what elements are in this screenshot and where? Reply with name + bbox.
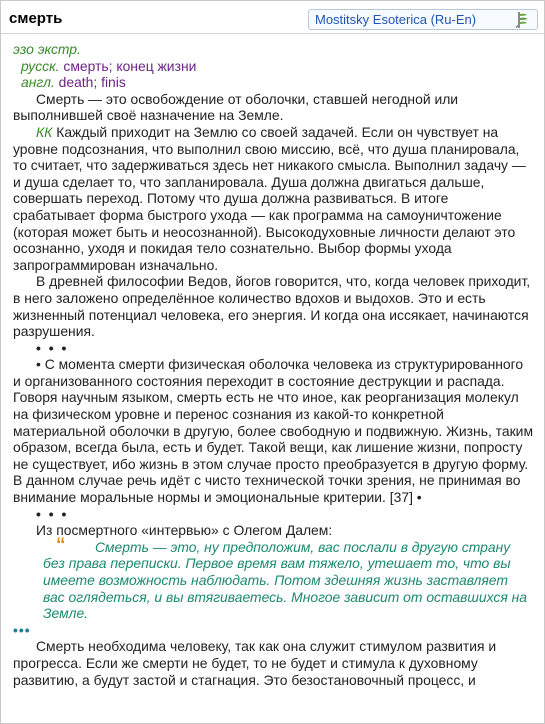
definition-paragraph-2	[13, 124, 533, 273]
definition-paragraph-3: В древней философии Ведов, йогов говорится, что, когда человек приходит, в него заложено определённое количество вдохов и выдохов. Это и есть жизненный потенциал человека, его энергия. И когда она иссякает, начинаются разрушения.	[13, 273, 531, 340]
dictionary-book-icon[interactable]	[513, 11, 531, 29]
kk-label: КК	[36, 123, 53, 140]
entry-content	[13, 41, 533, 688]
teal-separator: •••	[13, 621, 31, 638]
english-value[interactable]: death; finis	[58, 74, 126, 91]
definition-paragraph-2-text: Каждый приходит на Землю со своей задачей. Если он чувствует на уровне подсознания, что выполнил свою миссию, всё, что душа планировала, то считает, что задерживаться здесь нет никакого смысла. Выполнил задачу — и душа сделает то, что запланировала. Душа должна двигаться дальше, совершать переход. Потому что душа должна развиваться. В итоге срабатывает форма быстрого ухода — как программа на самоуничтожение (которая может быть и неосознанной). Высокодуховные личности делают это осознанно, уходя и покидая тело сознательно. Выбор формы ухода запрограммирован изначально.	[13, 123, 526, 273]
headword: смерть	[9, 10, 63, 27]
english-line	[13, 74, 533, 91]
dictionary-name[interactable]: Mostitsky Esoterica (Ru-En)	[315, 12, 477, 27]
quote-intro: Из посмертного «интервью» с Олегом Далем:	[36, 522, 333, 539]
domain-tag: эзо экстр.	[13, 41, 81, 57]
card-header	[1, 1, 544, 34]
quote-block	[13, 534, 533, 622]
section-separator-2: • • •	[36, 505, 69, 522]
russian-label: русск.	[21, 57, 60, 74]
definition-paragraph-4: • С момента смерти физическая оболочка человека из структурированного и организованного состояния переходит в состояние деструкции и распада. Говоря научным языком, смерть есть не что иное, как реорганизация молекул на физическом уровне и перенос сознания из какой-то конкретной материальной оболочки в другую, более свободную и подвижную. Жизнь, таким образом, всегда была, есть и будет. Такой вещи, как лишение жизни, попросту не существует, ибо жизнь в этом случае просто преобразуется в другую форму. В данном случае речь идёт с чисто технической точки зрения, не принимая во внимание моральные нормы и эмоциональные критерии. [37] •	[13, 356, 533, 506]
english-label: англ.	[21, 74, 55, 91]
definition-paragraph-5: Смерть необходима человеку, так как она служит стимулом развития и прогресса. Если же смерти не будет, то не будет и стимула к духовному развитию, а будут застой и стагнация. Это безостановочный процесс, и	[13, 638, 497, 688]
section-separator: • • •	[36, 339, 69, 356]
quote-text: Смерть — это, ну предположим, вас послали в другую страну без права переписки. Первое время вам тяжело, утешает то, что вы имеете возможность наблюдать. Потом здешняя жизнь заставляет вас оглядеться, и вы втягиваетесь. Многое зависит от оставшихся на Земле.	[43, 538, 528, 622]
definition-paragraph-1: Смерть — это освобождение от оболочки, ставшей негодной или выполнившей своё назначение на Земле.	[13, 90, 459, 124]
russian-line	[13, 58, 533, 75]
quote-mark-icon: “	[56, 534, 66, 556]
dictionary-selector[interactable]	[308, 9, 538, 30]
russian-value[interactable]: смерть; конец жизни	[63, 57, 197, 74]
